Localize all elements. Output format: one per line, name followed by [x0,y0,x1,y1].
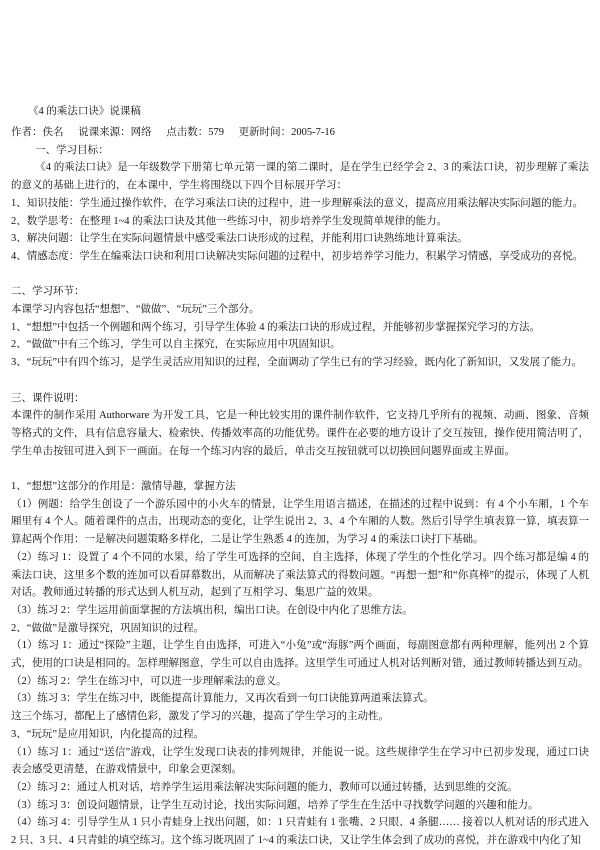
goal-item: 3、解决问题：让学生在实际问题情景中感受乘法口诀形成的过程，并能利用口诀熟练地计算乘法。 [11,233,468,245]
meta-updated: 更新时间：2005-7-16 [238,127,335,138]
part-item: （3）练习 3：学生在练习中，既能提高计算能力，又再次看到一句口诀能算两道乘法算式。 [11,693,434,705]
part-heading-do: 2、“做做”是激导探究，巩固知识的过程。 [11,622,205,634]
document-title: 《4 的乘法口诀》说课稿 [28,106,141,117]
part-item: （1）练习 1：通过“探险”主题，让学生自由选择，可进入“小兔”或“海豚”两个画面，每副图意都有两种理解，能列出 2 个算式，使用的口诀是相同的。怎样理解图意，学生可以自由选择。这里学生可通过人机对话判断对错，通过教师转播达到互动。 [11,640,589,670]
part-heading-think: 1、“想想”这部分的作用是：激情导趣，掌握方法 [11,481,236,493]
step-item: 3、“玩玩”中有四个练习，是学生灵活应用知识的过程，全面调动了学生已有的学习经验，既内化了新知识，又发展了能力。 [11,357,583,369]
part-item: （3）练习 3：创设问题情景，让学生互动讨论，找出实际问题，培养了学生在生活中寻找数学问题的兴趣和能力。 [11,799,539,811]
section-heading-courseware: 三、课件说明： [11,392,85,404]
part-item: （4）练习 4：引导学生从 1 只小青蛙身上找出问题，如：1 只青蛙有 1 张嘴、2 只眼、4 条腿…… 接着以人机对话的形式进入 2 只、3 只、4 只青蛙的填空练习。这个练习既巩固了 1~4 的乘法口诀，又让学生体会到了成功的喜悦，并在游戏中内化了知 [11,817,589,847]
document-body [11,124,589,850]
section-intro-courseware: 本课件的制作采用 Authorware 为开发工具，它是一种比较实用的课件制作软件，它支持几乎所有的视频、动画、图象、音频等格式的文件，具有信息容量大、检索快、传播效率高的功能优势。课件在必要的地方设计了交互按钮，操作使用简洁明了，学生单击按钮可进入到下一画面。在每一个练习内容的最后，单击交互按钮就可以切换回问题界面或主界面。 [11,410,589,457]
section-intro-steps: 本课学习内容包括“想想”、“做做”、“玩玩”三个部分。 [11,304,260,316]
step-item: 2、“做做”中有三个练习，学生可以自主探究，在实际应用中巩固知识。 [11,339,341,351]
meta-author: 作者：佚名 [11,127,64,138]
part-item: （2）练习 2：通过人机对话，培养学生运用乘法解决实际问题的能力，教师可以通过转播，达到思维的交流。 [11,781,518,793]
step-item: 1、“想想”中包括一个例题和两个练习，引导学生体验 4 的乘法口诀的形成过程，并能够初步掌握探究学习的方法。 [11,321,541,333]
meta-clicks: 点击数：579 [166,127,224,138]
section-heading-goals: 一、学习目标： [35,144,109,156]
part-item: （1）练习 1：通过“送信”游戏，让学生发现口诀表的排列规律，并能说一说。这些规律学生在学习中已初步发现，通过口诀表会感受更清楚，在游戏情景中，印象会更深刻。 [11,746,589,776]
section-heading-steps: 二、学习环节： [11,286,85,298]
part-item: （2）练习 2：学生在练习中，可以进一步理解乘法的意义。 [11,675,287,687]
part-item: （2）练习 1：设置了 4 个不同的水果，给了学生可选择的空间，自主选择，体现了学生的个性化学习。四个练习都是编 4 的乘法口诀，这里多个数的连加可以看屏幕数出，从而解决了乘法算式的得数问题。“再想一想”和“你真棒”的提示，体现了人机对话。教师通过转播的形式达到人机互动，起到了互相学习、集思广益的效果。 [11,551,589,599]
part-item: （1）例题：给学生创设了一个游乐园中的小火车的情景，让学生用语言描述，在描述的过程中说到：有 4 个小车厢，1 个车厢里有 4 个人。随着课件的点击，出现动态的变化，让学生说出 2、3、4 个车厢的人数。然后引导学生填表算一算，填表算一算起两个作用：一是解决问题策略多样化，二是让学生熟悉 4 的连加，为学习 4 的乘法口诀打下基础。 [11,498,589,546]
meta-source: 说课来源：网络 [78,127,152,138]
goal-item: 1、知识技能：学生通过操作软件，在学习乘法口诀的过程中，进一步理解乘法的意义，提高应用乘法解决实际问题的能力。 [11,197,584,209]
goal-item: 2、数学思考：在整理 1~4 的乘法口诀及其他一些练习中，初步培养学生发现简单规律的能力。 [11,215,448,227]
article-meta [11,124,589,142]
goal-item: 4、情感态度：学生在编乘法口诀和利用口诀解决实际问题的过程中，初步培养学习能力，积累学习情感，享受成功的喜悦。 [11,250,584,262]
part-heading-play: 3、“玩玩”是应用知识，内化提高的过程。 [11,728,205,740]
part-note: 这三个练习，都配上了感情色彩，激发了学习的兴趣，提高了学生学习的主动性。 [11,711,389,723]
part-item: （3）练习 2：学生运用前面掌握的方法填出积，编出口诀。在创设中内化了思维方法。 [11,604,413,616]
section-intro-goals: 《4 的乘法口诀》是一年级数学下册第七单元第一课的第二课时，是在学生已经学会 2、3 的乘法口诀，初步理解了乘法的意义的基础上进行的，在本课中，学生将围绕以下四个目标展开学习： [11,162,589,192]
